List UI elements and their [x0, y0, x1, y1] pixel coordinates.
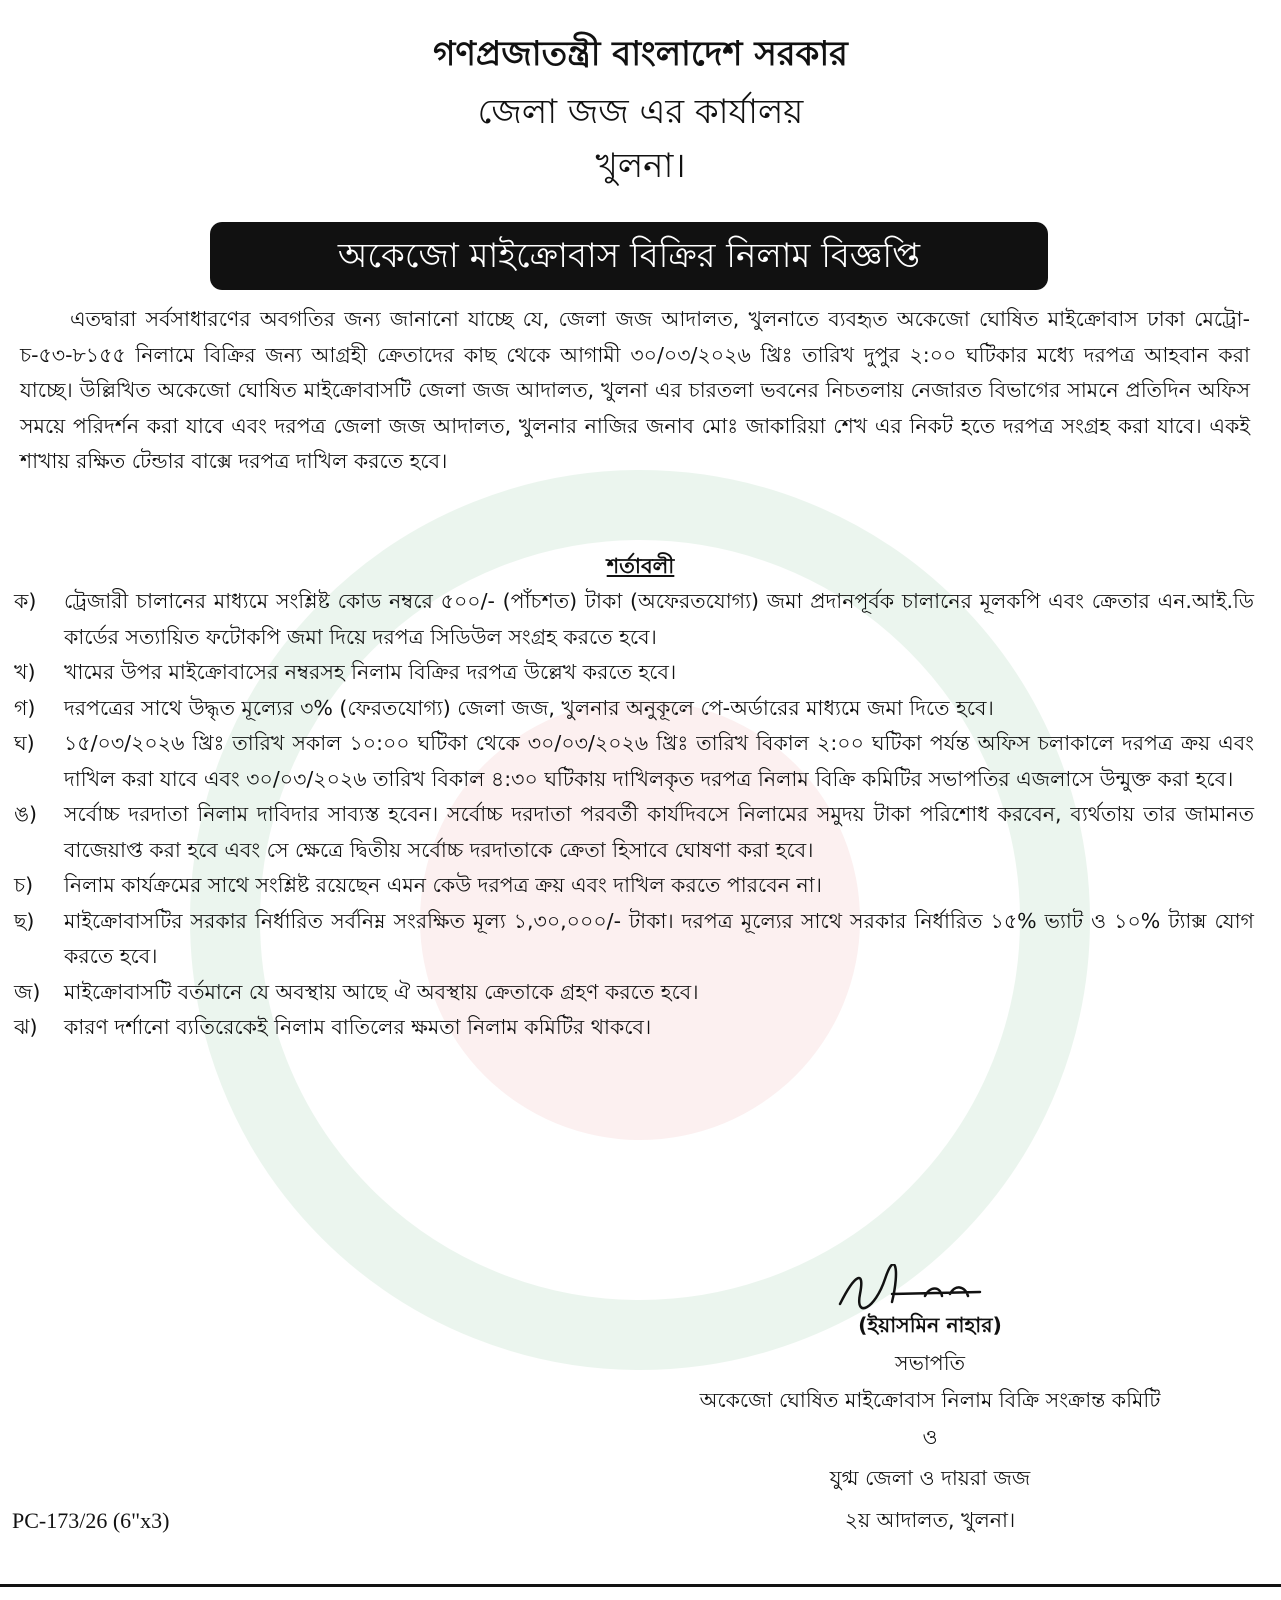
condition-text: ট্রেজারী চালানের মাধ্যমে সংশ্লিষ্ট কোড নম্বরে ৫০০/- (পাঁচশত) টাকা (অফেরতযোগ্য) জমা প্রদানপূর্বক চালানের মূলকপি এবং ক্রেতার এন.আই.ডি কার্ডের সত্যায়িত ফটোকপি জমা দিয়ে দরপত্র সিডিউল সংগ্রহ করতে হবে। — [64, 589, 1254, 649]
condition-key: গ) — [14, 695, 36, 720]
conditions-heading: শর্তাবলী — [606, 554, 675, 578]
condition-text: নিলাম কার্যক্রমের সাথে সংশ্লিষ্ট রয়েছেন এমন কেউ দরপত্র ক্রয় এবং দাখিল করতে পারবেন না। — [64, 873, 822, 897]
signatory-title: সভাপতি — [895, 1351, 965, 1375]
condition-item — [14, 797, 1254, 868]
condition-item — [14, 726, 1254, 797]
condition-item — [14, 868, 1254, 904]
signatory-court: ২য় আদালত, খুলনা। — [844, 1508, 1016, 1532]
condition-text: দরপত্রের সাথে উদ্ধৃত মূল্যের ৩% (ফেরতযোগ্য) জেলা জজ, খুলনার অনুকূলে পে-অর্ডারের মাধ্যমে জমা দিতে হবে। — [64, 695, 994, 720]
condition-item — [14, 1010, 1254, 1046]
conditions-list — [14, 584, 1254, 1046]
city-heading: খুলনা। — [595, 146, 686, 186]
condition-item — [14, 655, 1254, 691]
bottom-border — [0, 1584, 1281, 1587]
office-heading: জেলা জজ এর কার্যালয় — [477, 92, 804, 132]
intro-paragraph: এতদ্বারা সর্বসাধারণের অবগতির জন্য জানানো যাচ্ছে যে, জেলা জজ আদালত, খুলনাতে ব্যবহৃত অকেজো ঘোষিত মাইক্রোবাস ঢাকা মেট্রো-চ-৫৩-৮১৫৫ নিলামে বিক্রির জন্য আগ্রহী ক্রেতাদের কাছ থেকে আগামী ৩০/০৩/২০২৬ খ্রিঃ তারিখ দুপুর ২:০০ ঘটিকার মধ্যে দরপত্র আহবান করা যাচ্ছে। উল্লিখিত অকেজো ঘোষিত মাইক্রোবাসটি জেলা জজ আদালত, খুলনা এর চারতলা ভবনের নিচতলায় নেজারত বিভাগের সামনে প্রতিদিন অফিস সময়ে পরিদর্শন করা যাবে এবং দরপত্র জেলা জজ আদালত, খুলনার নাজির জনাব মোঃ জাকারিয়া শেখ এর নিকট হতে দরপত্র সংগ্রহ করা যাবে। একই শাখায় রক্ষিত টেন্ডার বাক্সে দরপত্র দাখিল করতে হবে। — [20, 307, 1250, 473]
condition-item — [14, 691, 1254, 727]
signatory-committee: অকেজো ঘোষিত মাইক্রোবাস নিলাম বিক্রি সংক্রান্ত কমিটি — [699, 1388, 1161, 1412]
condition-text: খামের উপর মাইক্রোবাসের নম্বরসহ নিলাম বিক্রির দরপত্র উল্লেখ করতে হবে। — [64, 660, 677, 684]
govt-heading: গণপ্রজাতন্ত্রী বাংলাদেশ সরকার — [433, 34, 848, 74]
condition-text: মাইক্রোবাসটির সরকার নির্ধারিত সর্বনিম্ন সংরক্ষিত মূল্য ১,৩০,০০০/- টাকা। দরপত্র মূল্যের সাথে সরকার নির্ধারিত ১৫% ভ্যাট ও ১০% ট্যাক্স যোগ করতে হবে। — [64, 908, 1254, 968]
signatory-and: ও — [922, 1425, 938, 1449]
notice-title-banner: অকেজো মাইক্রোবাস বিক্রির নিলাম বিজ্ঞপ্তি — [210, 222, 1048, 290]
condition-key: জ) — [14, 979, 41, 1004]
signatory-name: (ইয়াসমিন নাহার) — [858, 1313, 1002, 1337]
condition-text: মাইক্রোবাসটি বর্তমানে যে অবস্থায় আছে ঐ অবস্থায় ক্রেতাকে গ্রহণ করতে হবে। — [64, 979, 699, 1004]
condition-key: চ) — [14, 873, 34, 897]
condition-key: ঙ) — [14, 802, 38, 826]
condition-key: ক) — [14, 589, 37, 613]
condition-item — [14, 975, 1254, 1011]
condition-text: কারণ দর্শানো ব্যতিরেকেই নিলাম বাতিলের ক্ষমতা নিলাম কমিটির থাকবে। — [64, 1015, 652, 1039]
handwritten-signature — [830, 1264, 990, 1314]
condition-text: ১৫/০৩/২০২৬ খ্রিঃ তারিখ সকাল ১০:০০ ঘটিকা থেকে ৩০/০৩/২০২৬ খ্রিঃ তারিখ বিকাল ২:০০ ঘটিকা পর্যন্ত অফিস চলাকালে দরপত্র ক্রয় এবং দাখিল করা যাবে এবং ৩০/০৩/২০২৬ তারিখ বিকাল ৪:৩০ ঘটিকায় দাখিলকৃত দরপত্র নিলাম বিক্রি কমিটির সভাপতির এজলাসে উন্মুক্ত করা হবে। — [64, 731, 1254, 791]
condition-item — [14, 904, 1254, 975]
signatory-judge-title: যুগ্ম জেলা ও দায়রা জজ — [829, 1466, 1031, 1490]
condition-key: ঝ) — [14, 1015, 38, 1039]
condition-key: ঘ) — [14, 731, 35, 755]
condition-item — [14, 584, 1254, 655]
condition-key: ছ) — [14, 908, 35, 933]
pc-code: PC-173/26 (6"x3) — [12, 1508, 170, 1533]
condition-key: খ) — [14, 660, 36, 684]
condition-text: সর্বোচ্চ দরদাতা নিলাম দাবিদার সাব্যস্ত হবেন। সর্বোচ্চ দরদাতা পরবর্তী কার্যদিবসে নিলামের সমুদয় টাকা পরিশোধ করবেন, ব্যর্থতায় তার জামানত বাজেয়াপ্ত করা হবে এবং সে ক্ষেত্রে দ্বিতীয় সর্বোচ্চ দরদাতাকে ক্রেতা হিসাবে ঘোষণা করা হবে। — [64, 802, 1254, 862]
